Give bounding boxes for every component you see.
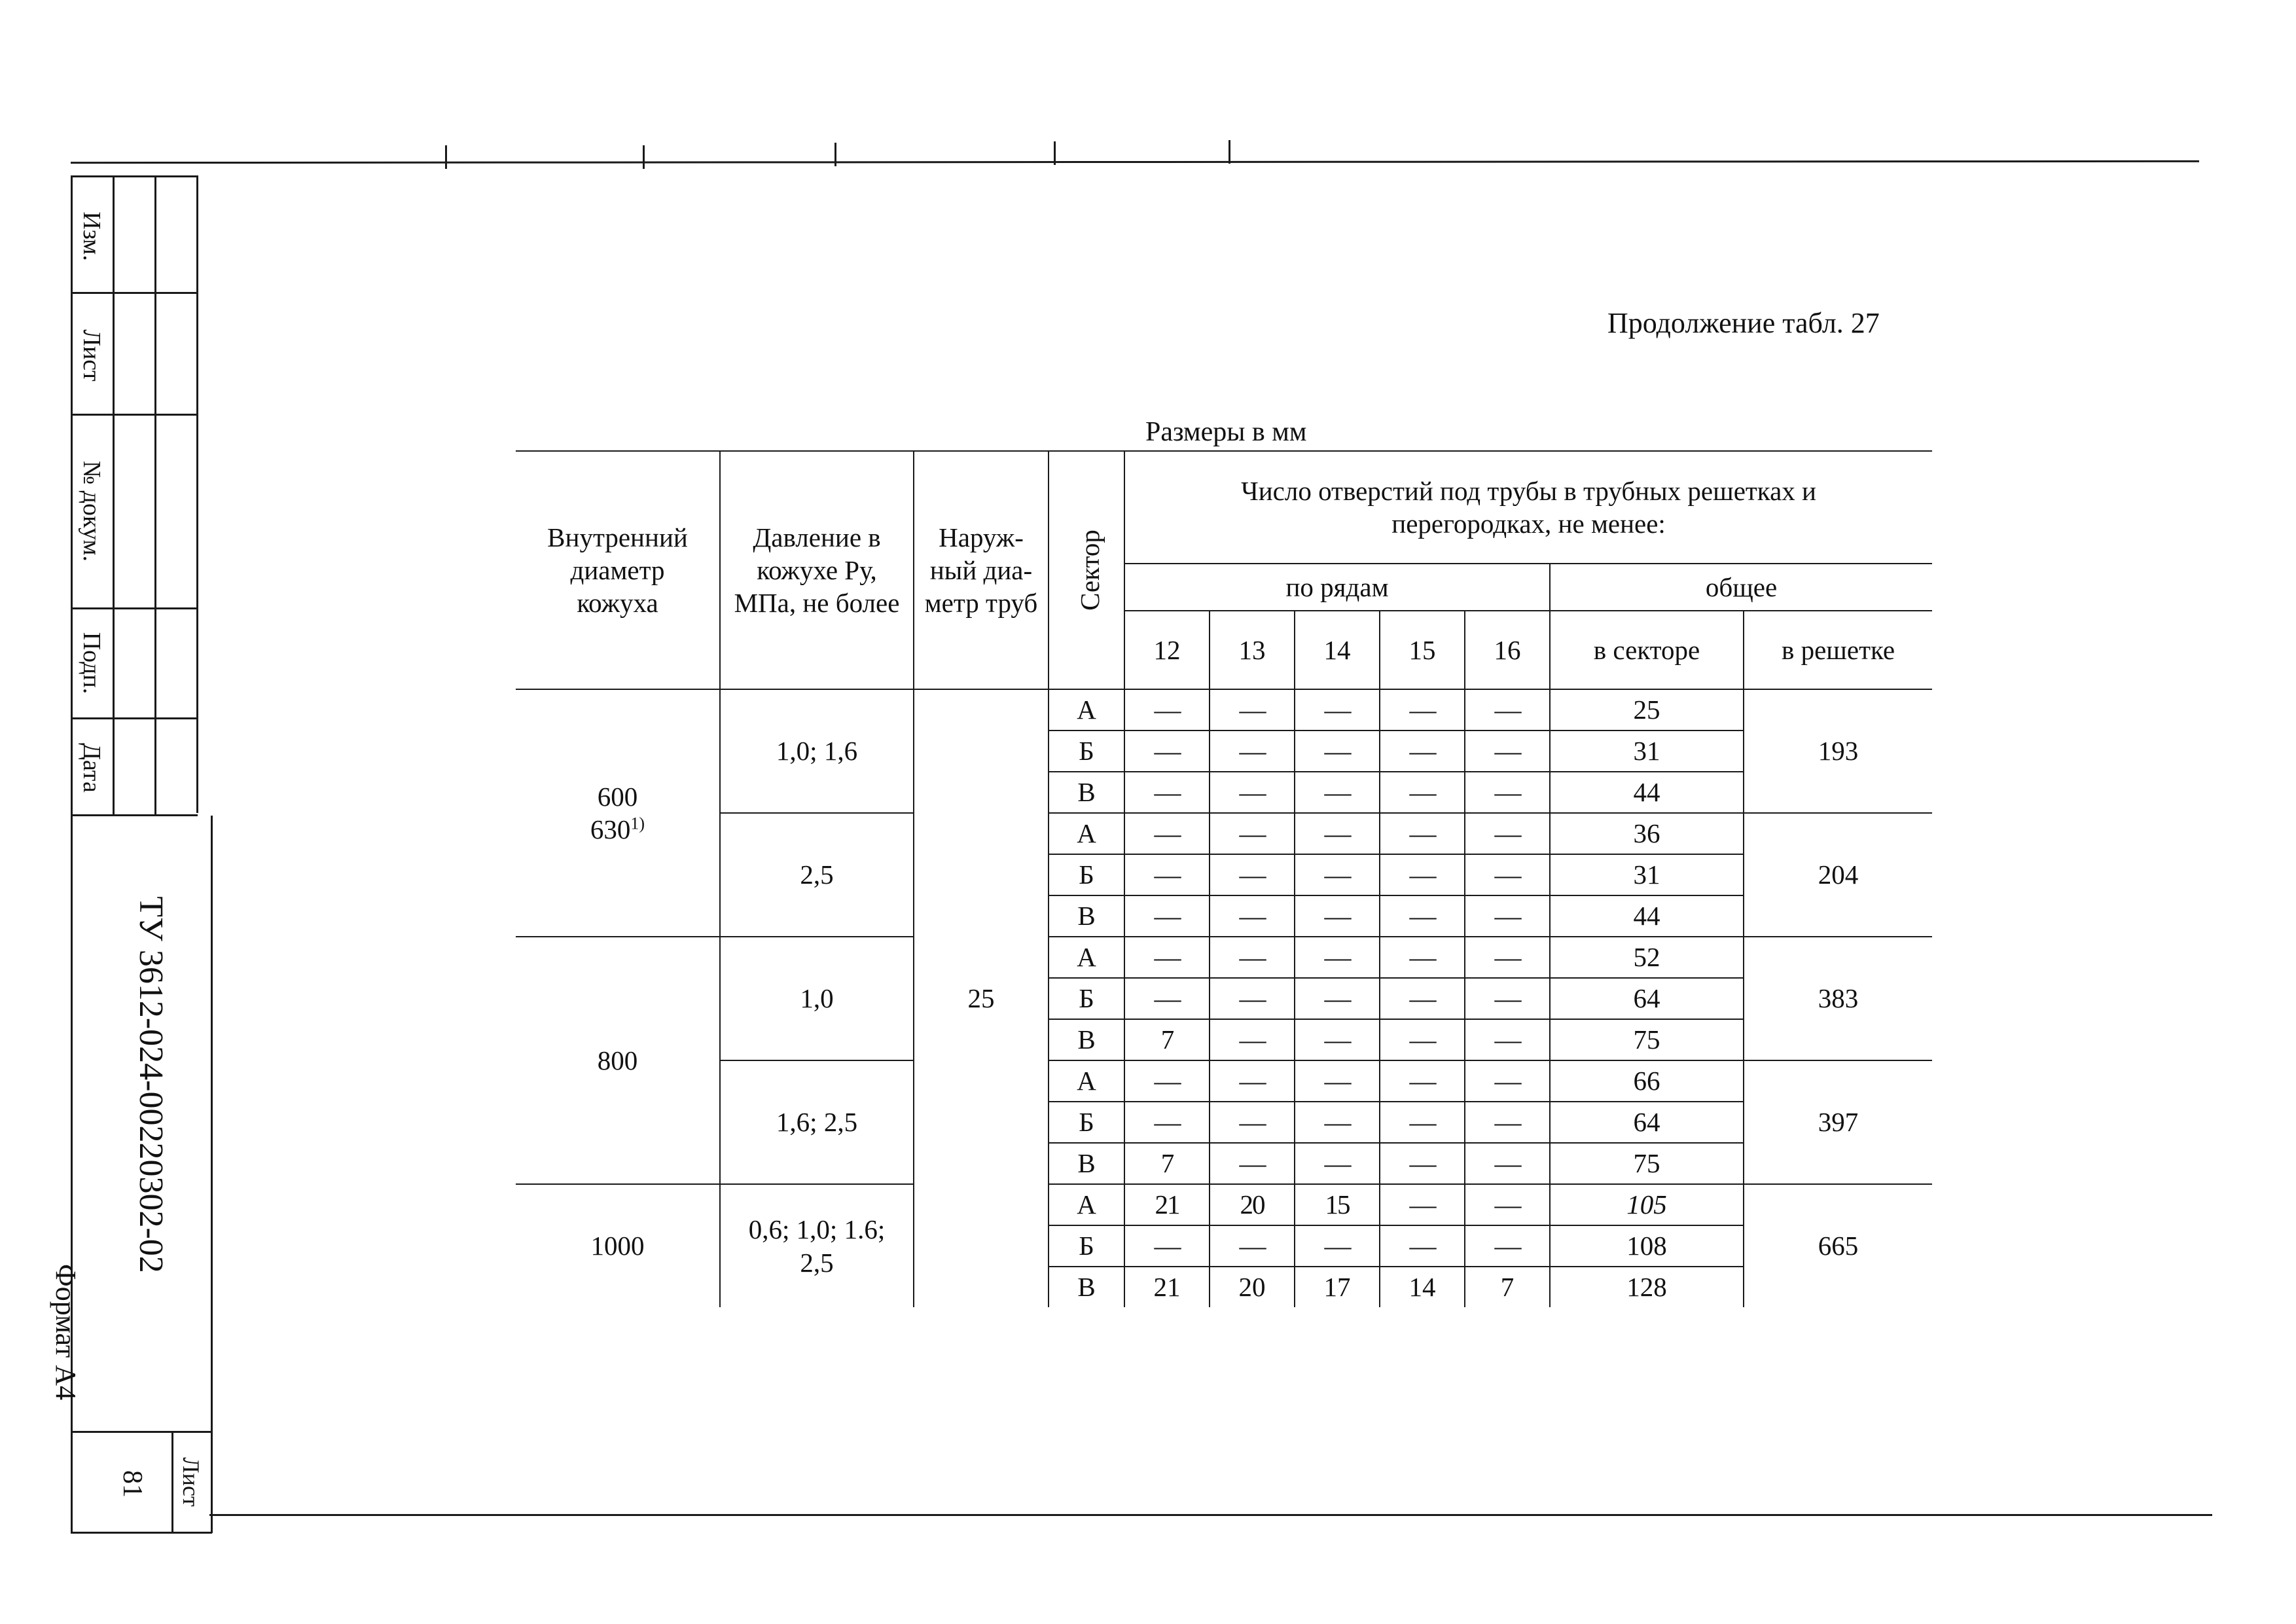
row14-cell: — <box>1295 1143 1380 1184</box>
stamp-sep-3 <box>71 607 198 609</box>
row12-cell: 7 <box>1124 1019 1210 1060</box>
row13-cell: — <box>1210 1060 1295 1102</box>
sector-cell: Б <box>1049 1102 1124 1143</box>
grid-total-cell: 193 <box>1744 689 1932 813</box>
sector-cell: А <box>1049 813 1124 854</box>
diameter-cell-600 <box>516 689 720 937</box>
header-outer-diameter-text: Наруж-ный диа-метр труб <box>924 522 1038 618</box>
row14-cell: 15 <box>1295 1184 1380 1225</box>
row15-cell: — <box>1380 895 1465 937</box>
frame-title-right <box>211 816 213 1533</box>
header-outer-diameter <box>914 451 1049 689</box>
row13-cell: — <box>1210 689 1295 731</box>
row12-cell: — <box>1124 937 1210 978</box>
frame-sheet-divider-v <box>171 1431 173 1533</box>
header-inner-diameter: Внутренний диаметр кожуха <box>516 451 720 689</box>
grid-total-cell: 383 <box>1744 937 1932 1060</box>
row16-cell: 7 <box>1465 1267 1550 1307</box>
format-label: Формат А4 <box>50 1263 82 1401</box>
row15-cell: — <box>1380 813 1465 854</box>
table-row <box>516 689 1932 731</box>
in-sector-cell: 64 <box>1550 1102 1744 1143</box>
stamp-sep-1 <box>71 292 198 294</box>
row16-cell: — <box>1465 937 1550 978</box>
row15-cell: — <box>1380 689 1465 731</box>
grid-total-cell: 665 <box>1744 1184 1932 1307</box>
row14-cell: — <box>1295 1060 1380 1102</box>
row12-cell: — <box>1124 813 1210 854</box>
row14-cell: — <box>1295 813 1380 854</box>
table-row <box>516 937 1932 978</box>
in-sector-cell: 66 <box>1550 1060 1744 1102</box>
footnote-marker: 1) <box>630 814 645 833</box>
header-in-grid: в решетке <box>1744 611 1932 689</box>
diameter-cell-1000: 1000 <box>516 1184 720 1307</box>
in-sector-cell: 44 <box>1550 895 1744 937</box>
row16-cell: — <box>1465 854 1550 895</box>
row15-cell: — <box>1380 1225 1465 1267</box>
row14-cell: — <box>1295 978 1380 1019</box>
document-code: ТУ 3612-024-00220302-02 <box>132 896 170 1273</box>
row15-cell: — <box>1380 1102 1465 1143</box>
row15-cell: — <box>1380 772 1465 813</box>
row13-cell: — <box>1210 1102 1295 1143</box>
row16-cell: — <box>1465 689 1550 731</box>
stamp-label-date: Дата <box>78 743 105 793</box>
in-sector-cell: 108 <box>1550 1225 1744 1267</box>
row14-cell: — <box>1295 731 1380 772</box>
frame-top-left-cap <box>71 175 198 177</box>
header-sector <box>1049 451 1124 689</box>
grid-total-cell: 397 <box>1744 1060 1932 1184</box>
in-sector-cell: 75 <box>1550 1019 1744 1060</box>
row16-cell: — <box>1465 731 1550 772</box>
frame-sheet-top <box>71 1431 212 1433</box>
table-row <box>516 1060 1932 1102</box>
row14-cell: — <box>1295 689 1380 731</box>
diameter-cell-800: 800 <box>516 937 720 1184</box>
in-sector-cell: 44 <box>1550 772 1744 813</box>
row16-cell: — <box>1465 978 1550 1019</box>
row13-cell: — <box>1210 1225 1295 1267</box>
row16-cell: — <box>1465 1184 1550 1225</box>
units-note: Размеры в мм <box>1145 417 1307 447</box>
row13-cell: — <box>1210 813 1295 854</box>
header-row-16: 16 <box>1465 611 1550 689</box>
stamp-label-doc: № докум. <box>78 460 105 562</box>
row16-cell: — <box>1465 1102 1550 1143</box>
row14-cell: — <box>1295 854 1380 895</box>
header-by-rows: по рядам <box>1124 564 1550 611</box>
row14-cell: — <box>1295 895 1380 937</box>
sector-cell: Б <box>1049 854 1124 895</box>
pressure-cell: 1,0 <box>720 937 914 1060</box>
header-pressure: Давление в кожухе Ру, МПа, не более <box>720 451 914 689</box>
sector-cell: В <box>1049 1267 1124 1307</box>
diameter-value: 600 <box>597 781 638 812</box>
header-row-14: 14 <box>1295 611 1380 689</box>
sector-cell: Б <box>1049 1225 1124 1267</box>
sector-cell: В <box>1049 1143 1124 1184</box>
row14-cell: — <box>1295 1019 1380 1060</box>
table-row <box>516 813 1932 854</box>
top-tick-5 <box>1229 140 1230 164</box>
row13-cell: — <box>1210 937 1295 978</box>
header-sector-text: Сектор <box>1074 530 1105 611</box>
row12-cell: — <box>1124 731 1210 772</box>
in-sector-cell: 31 <box>1550 731 1744 772</box>
header-in-sector: в секторе <box>1550 611 1744 689</box>
row15-cell: — <box>1380 1184 1465 1225</box>
row13-cell: — <box>1210 895 1295 937</box>
pressure-cell: 0,6; 1,0; 1.6; 2,5 <box>720 1184 914 1307</box>
header-row-12: 12 <box>1124 611 1210 689</box>
row14-cell: — <box>1295 1225 1380 1267</box>
row13-cell: — <box>1210 978 1295 1019</box>
sector-cell: Б <box>1049 978 1124 1019</box>
row12-cell: — <box>1124 689 1210 731</box>
sheet-number: 81 <box>117 1470 147 1498</box>
row14-cell: — <box>1295 1102 1380 1143</box>
sector-cell: А <box>1049 1184 1124 1225</box>
row15-cell: — <box>1380 937 1465 978</box>
in-sector-cell: 75 <box>1550 1143 1744 1184</box>
sector-cell: В <box>1049 895 1124 937</box>
row15-cell: — <box>1380 1019 1465 1060</box>
row12-cell: — <box>1124 1225 1210 1267</box>
grid-total-cell: 204 <box>1744 813 1932 937</box>
row15-cell: — <box>1380 1143 1465 1184</box>
outer-diameter-cell: 25 <box>914 689 1049 1307</box>
row12-cell: 21 <box>1124 1184 1210 1225</box>
row13-cell: — <box>1210 1019 1295 1060</box>
sector-cell: В <box>1049 772 1124 813</box>
in-sector-cell: 36 <box>1550 813 1744 854</box>
row15-cell: — <box>1380 854 1465 895</box>
header-total: общее <box>1550 564 1932 611</box>
top-tick-4 <box>1054 141 1056 165</box>
row15-cell: — <box>1380 731 1465 772</box>
frame-bottom-line <box>209 1514 2212 1516</box>
row15-cell: — <box>1380 1060 1465 1102</box>
sector-cell: В <box>1049 1019 1124 1060</box>
row13-cell: — <box>1210 772 1295 813</box>
row13-cell: 20 <box>1210 1184 1295 1225</box>
pressure-cell: 2,5 <box>720 813 914 937</box>
header-holes-count: Число отверстий под трубы в трубных решетках и перегородках, не менее: <box>1124 451 1932 564</box>
row13-cell: 20 <box>1210 1267 1295 1307</box>
sector-cell: А <box>1049 1060 1124 1102</box>
pressure-cell: 1,0; 1,6 <box>720 689 914 813</box>
frame-bottom-left <box>71 1532 212 1534</box>
in-sector-cell: 128 <box>1550 1267 1744 1307</box>
row12-cell: — <box>1124 772 1210 813</box>
row13-cell: — <box>1210 731 1295 772</box>
row15-cell: — <box>1380 978 1465 1019</box>
row15-cell: 14 <box>1380 1267 1465 1307</box>
row16-cell: — <box>1465 772 1550 813</box>
row14-cell: 17 <box>1295 1267 1380 1307</box>
table-caption: Продолжение табл. 27 <box>1607 307 1880 339</box>
row12-cell: — <box>1124 978 1210 1019</box>
pressure-cell: 1,6; 2,5 <box>720 1060 914 1184</box>
row12-cell: — <box>1124 1060 1210 1102</box>
sector-cell: А <box>1049 689 1124 731</box>
top-tick-3 <box>834 143 836 166</box>
header-row-15: 15 <box>1380 611 1465 689</box>
in-sector-cell: 25 <box>1550 689 1744 731</box>
frame-left-inner-1 <box>113 175 115 816</box>
in-sector-cell: 105 <box>1550 1184 1744 1225</box>
row16-cell: — <box>1465 1143 1550 1184</box>
sector-cell: Б <box>1049 731 1124 772</box>
row13-cell: — <box>1210 1143 1295 1184</box>
top-tick-1 <box>445 145 447 169</box>
frame-left-inner-2 <box>154 175 156 816</box>
in-sector-cell: 52 <box>1550 937 1744 978</box>
tube-holes-table <box>516 450 1932 1307</box>
row16-cell: — <box>1465 813 1550 854</box>
sector-cell: А <box>1049 937 1124 978</box>
in-sector-cell: 31 <box>1550 854 1744 895</box>
frame-top-line <box>71 160 2199 164</box>
sheet-label: Лист <box>178 1457 204 1507</box>
top-tick-2 <box>643 145 645 169</box>
row16-cell: — <box>1465 1225 1550 1267</box>
row13-cell: — <box>1210 854 1295 895</box>
stamp-label-list: Лист <box>78 329 105 382</box>
row12-cell: — <box>1124 1102 1210 1143</box>
in-sector-cell: 64 <box>1550 978 1744 1019</box>
diameter-value-2: 630$^{1)}$ <box>590 814 645 844</box>
row16-cell: — <box>1465 1019 1550 1060</box>
row14-cell: — <box>1295 772 1380 813</box>
row12-cell: 21 <box>1124 1267 1210 1307</box>
stamp-label-sign: Подп. <box>78 632 105 695</box>
stamp-label-izm: Изм. <box>78 211 105 261</box>
row12-cell: 7 <box>1124 1143 1210 1184</box>
stamp-sep-2 <box>71 414 198 416</box>
row16-cell: — <box>1465 1060 1550 1102</box>
row14-cell: — <box>1295 937 1380 978</box>
header-row-13: 13 <box>1210 611 1295 689</box>
row12-cell: — <box>1124 854 1210 895</box>
row12-cell: — <box>1124 895 1210 937</box>
row16-cell: — <box>1465 895 1550 937</box>
table-row <box>516 1184 1932 1225</box>
